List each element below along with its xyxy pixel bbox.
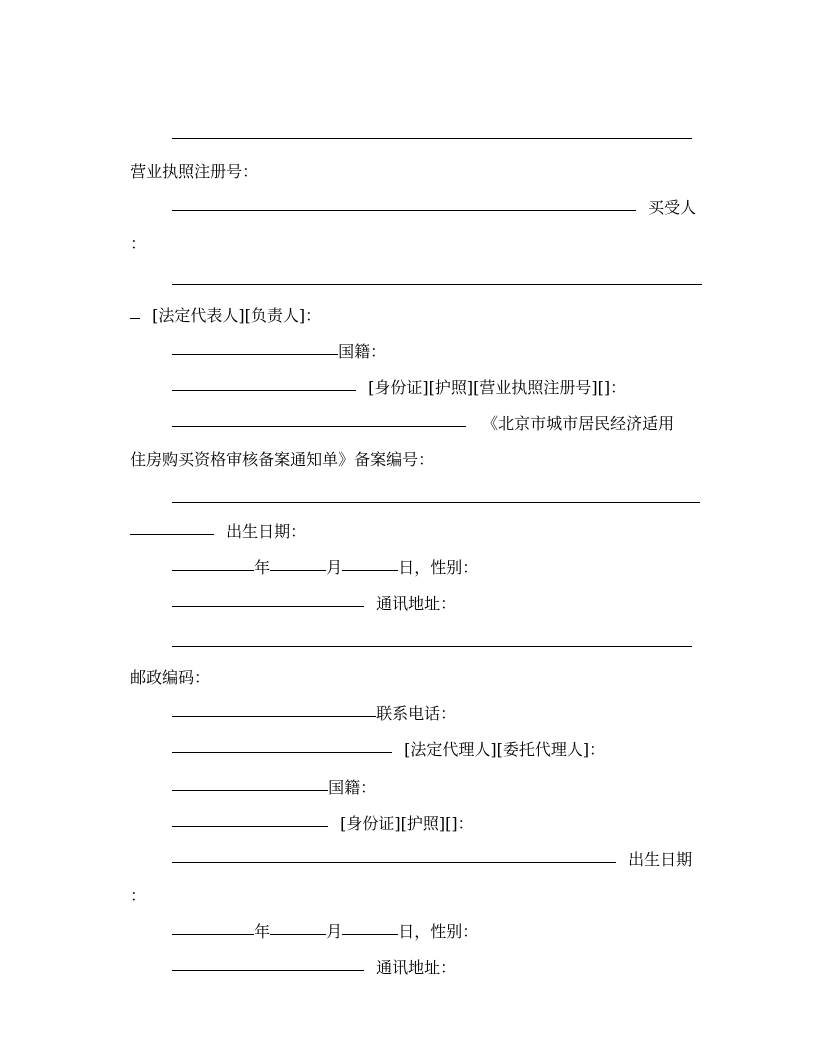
field-label: [法定代表人][负责人]： (152, 306, 322, 325)
form-line-buyer (162, 172, 697, 217)
month-label: 月 (326, 558, 343, 577)
year-label: 年 (254, 558, 271, 577)
month-label: 月 (326, 922, 343, 941)
blank-field[interactable] (172, 209, 636, 211)
day-gender-label: 日，性别： (398, 922, 479, 941)
form-line-legal-rep (120, 280, 322, 325)
blank-field[interactable] (130, 317, 140, 319)
field-label: 邮政编码： (130, 668, 211, 687)
form-line-phone (162, 678, 457, 723)
blank-field[interactable] (172, 605, 364, 607)
form-line-buyer-colon (120, 208, 147, 253)
blank-field[interactable] (172, 645, 692, 647)
field-label: 国籍： (338, 342, 387, 361)
form-line-seller-address-blank (162, 100, 692, 124)
field-label: 出生日期 (628, 850, 693, 869)
field-label: 通讯地址： (376, 958, 457, 977)
form-line-agent-id (162, 788, 474, 833)
field-label: [法定代理人][委托代理人]： (404, 740, 606, 759)
form-line-date-gender (162, 532, 479, 577)
form-line-postcode (120, 642, 211, 687)
field-label: 营业执照注册号： (130, 162, 259, 181)
field-label: 出生日期： (226, 522, 307, 541)
form-line-address-blank (162, 608, 692, 632)
day-gender-label: 日，性别： (398, 558, 479, 577)
field-label: 《北京市城市居民经济适用 (482, 414, 675, 433)
form-line-agent-birthdate-colon (120, 860, 147, 905)
form-line-id-type (162, 352, 627, 397)
form-line-notice-number-blank (162, 464, 700, 488)
form-line-notice-title (162, 388, 675, 433)
form-line-address (162, 568, 457, 613)
blank-field[interactable] (172, 969, 364, 971)
form-line-agent (162, 714, 606, 759)
blank-field[interactable] (172, 861, 616, 863)
field-label: 买受人 (648, 198, 697, 217)
form-line-agent-nationality (162, 752, 377, 797)
field-label: [身份证][护照][营业执照注册号][]： (368, 378, 627, 397)
form-line-agent-address (162, 932, 457, 977)
form-line-buyer-name-blank (162, 246, 702, 270)
year-label: 年 (254, 922, 271, 941)
field-label: 住房购买资格审核备案通知单》备案编号： (130, 450, 435, 469)
field-label: [身份证][护照][]： (340, 814, 474, 833)
form-line-agent-date-gender (162, 896, 479, 941)
form-line-notice-number (120, 424, 435, 469)
field-label: ： (130, 886, 147, 905)
field-label: 联系电话： (376, 704, 457, 723)
form-line-birthdate (120, 496, 307, 541)
field-label: 通讯地址： (376, 594, 457, 613)
field-label: ： (130, 234, 147, 253)
form-line-license-number (120, 136, 259, 181)
form-line-nationality (162, 316, 387, 361)
field-label: 国籍： (328, 778, 377, 797)
form-line-agent-birthdate (162, 824, 693, 869)
